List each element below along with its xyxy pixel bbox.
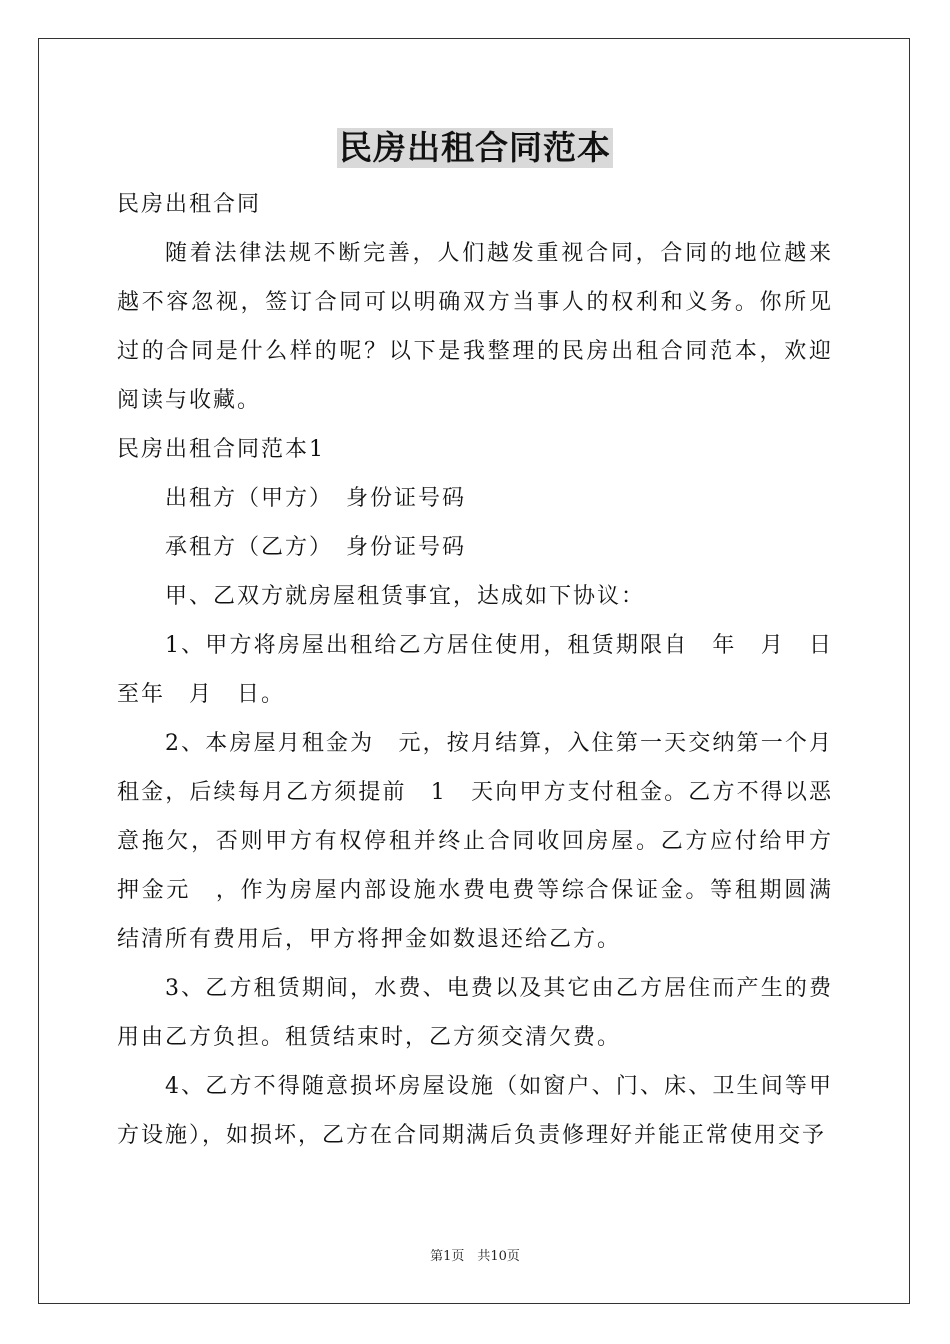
paragraph-clause-2: 2、本房屋月租金为 元，按月结算，入住第一天交纳第一个月租金，后续每月乙方须提前 1 天向甲方支付租金。乙方不得以恶意拖欠，否则甲方有权停租并终止合同收回房屋。乙方应付给甲方押金元 ，作为房屋内部设施水费电费等综合保证金。等租期圆满结清所有费用后，甲方将押金如数退还给乙方。 [117,731,833,952]
paragraph-subtitle: 民房出租合同 [117,192,262,217]
paragraph-clause-4: 4、乙方不得随意损坏房屋设施（如窗户、门、床、卫生间等甲方设施），如损坏，乙方在合同期满后负责修理好并能正常使用交予 [117,1074,833,1148]
document-body [117,180,833,1160]
paragraph-lessee: 承租方（乙方） 身份证号码 [165,535,467,560]
paragraph-clause-1: 1、甲方将房屋出租给乙方居住使用，租赁期限自 年 月 日至年 月 日。 [117,633,833,707]
title-container [0,128,950,168]
document-title: 民房出租合同范本 [339,128,611,167]
paragraph-intro: 随着法律法规不断完善，人们越发重视合同，合同的地位越来越不容忽视，签订合同可以明确双方当事人的权利和义务。你所见过的合同是什么样的呢？以下是我整理的民房出租合同范本，欢迎阅读与收藏。 [117,241,833,413]
paragraph-clause-3: 3、乙方租赁期间，水费、电费以及其它由乙方居住而产生的费用由乙方负担。租赁结束时，乙方须交清欠费。 [117,976,833,1050]
page-footer: 第1页 共10页 [430,1249,520,1264]
paragraph-section-heading: 民房出租合同范本1 [117,437,325,462]
paragraph-agreement-intro: 甲、乙双方就房屋租赁事宜，达成如下协议： [165,584,646,609]
paragraph-lessor: 出租方（甲方） 身份证号码 [165,486,467,511]
